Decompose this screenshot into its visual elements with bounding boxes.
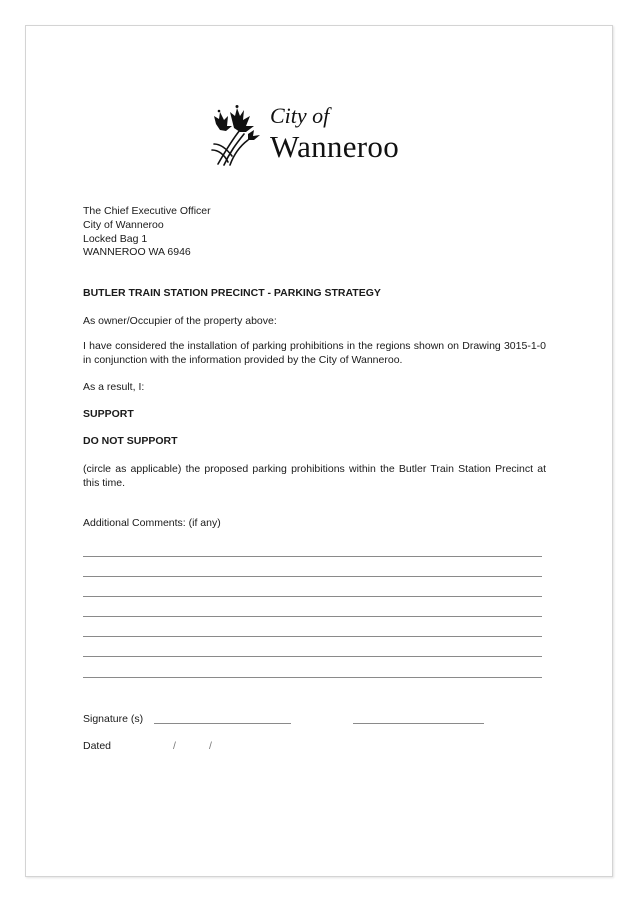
comment-line[interactable]	[83, 656, 542, 657]
signature-line-2[interactable]	[353, 723, 484, 724]
owner-line: As owner/Occupier of the property above:	[83, 315, 277, 327]
comment-line[interactable]	[83, 596, 542, 597]
result-line: As a result, I:	[83, 381, 145, 393]
comment-line[interactable]	[83, 556, 542, 557]
document-heading: BUTLER TRAIN STATION PRECINCT - PARKING STRATEGY	[83, 287, 381, 299]
signature-label: Signature (s)	[83, 713, 144, 725]
address-line-3: Locked Bag 1	[83, 233, 148, 245]
address-line-1: The Chief Executive Officer	[83, 205, 211, 217]
comment-line[interactable]	[83, 677, 542, 678]
circle-note-paragraph: (circle as applicable) the proposed parking prohibitions within the Butler Train Station Precinct at this time.	[83, 463, 546, 489]
date-separator: /	[209, 740, 212, 752]
option-do-not-support[interactable]: DO NOT SUPPORT	[83, 435, 178, 447]
comment-line[interactable]	[83, 616, 542, 617]
comment-line[interactable]	[83, 576, 542, 577]
signature-line-1[interactable]	[154, 723, 291, 724]
address-line-4: WANNEROO WA 6946	[83, 246, 191, 258]
comment-line[interactable]	[83, 636, 542, 637]
date-separator: /	[173, 740, 176, 752]
kangaroo-paw-flower-icon	[210, 104, 262, 166]
logo-text-wanneroo: Wanneroo	[270, 129, 400, 164]
dated-label: Dated	[83, 740, 112, 752]
consideration-paragraph: I have considered the installation of parking prohibitions in the regions shown on Drawing 3015-1-0 in conjunction with the information provided by the City of Wanneroo.	[83, 340, 546, 366]
address-line-2: City of Wanneroo	[83, 219, 164, 231]
comments-label: Additional Comments: (if any)	[83, 517, 221, 529]
option-support[interactable]: SUPPORT	[83, 408, 134, 420]
logo-text-city-of: City of	[270, 103, 330, 128]
city-of-wanneroo-logo	[210, 100, 430, 170]
